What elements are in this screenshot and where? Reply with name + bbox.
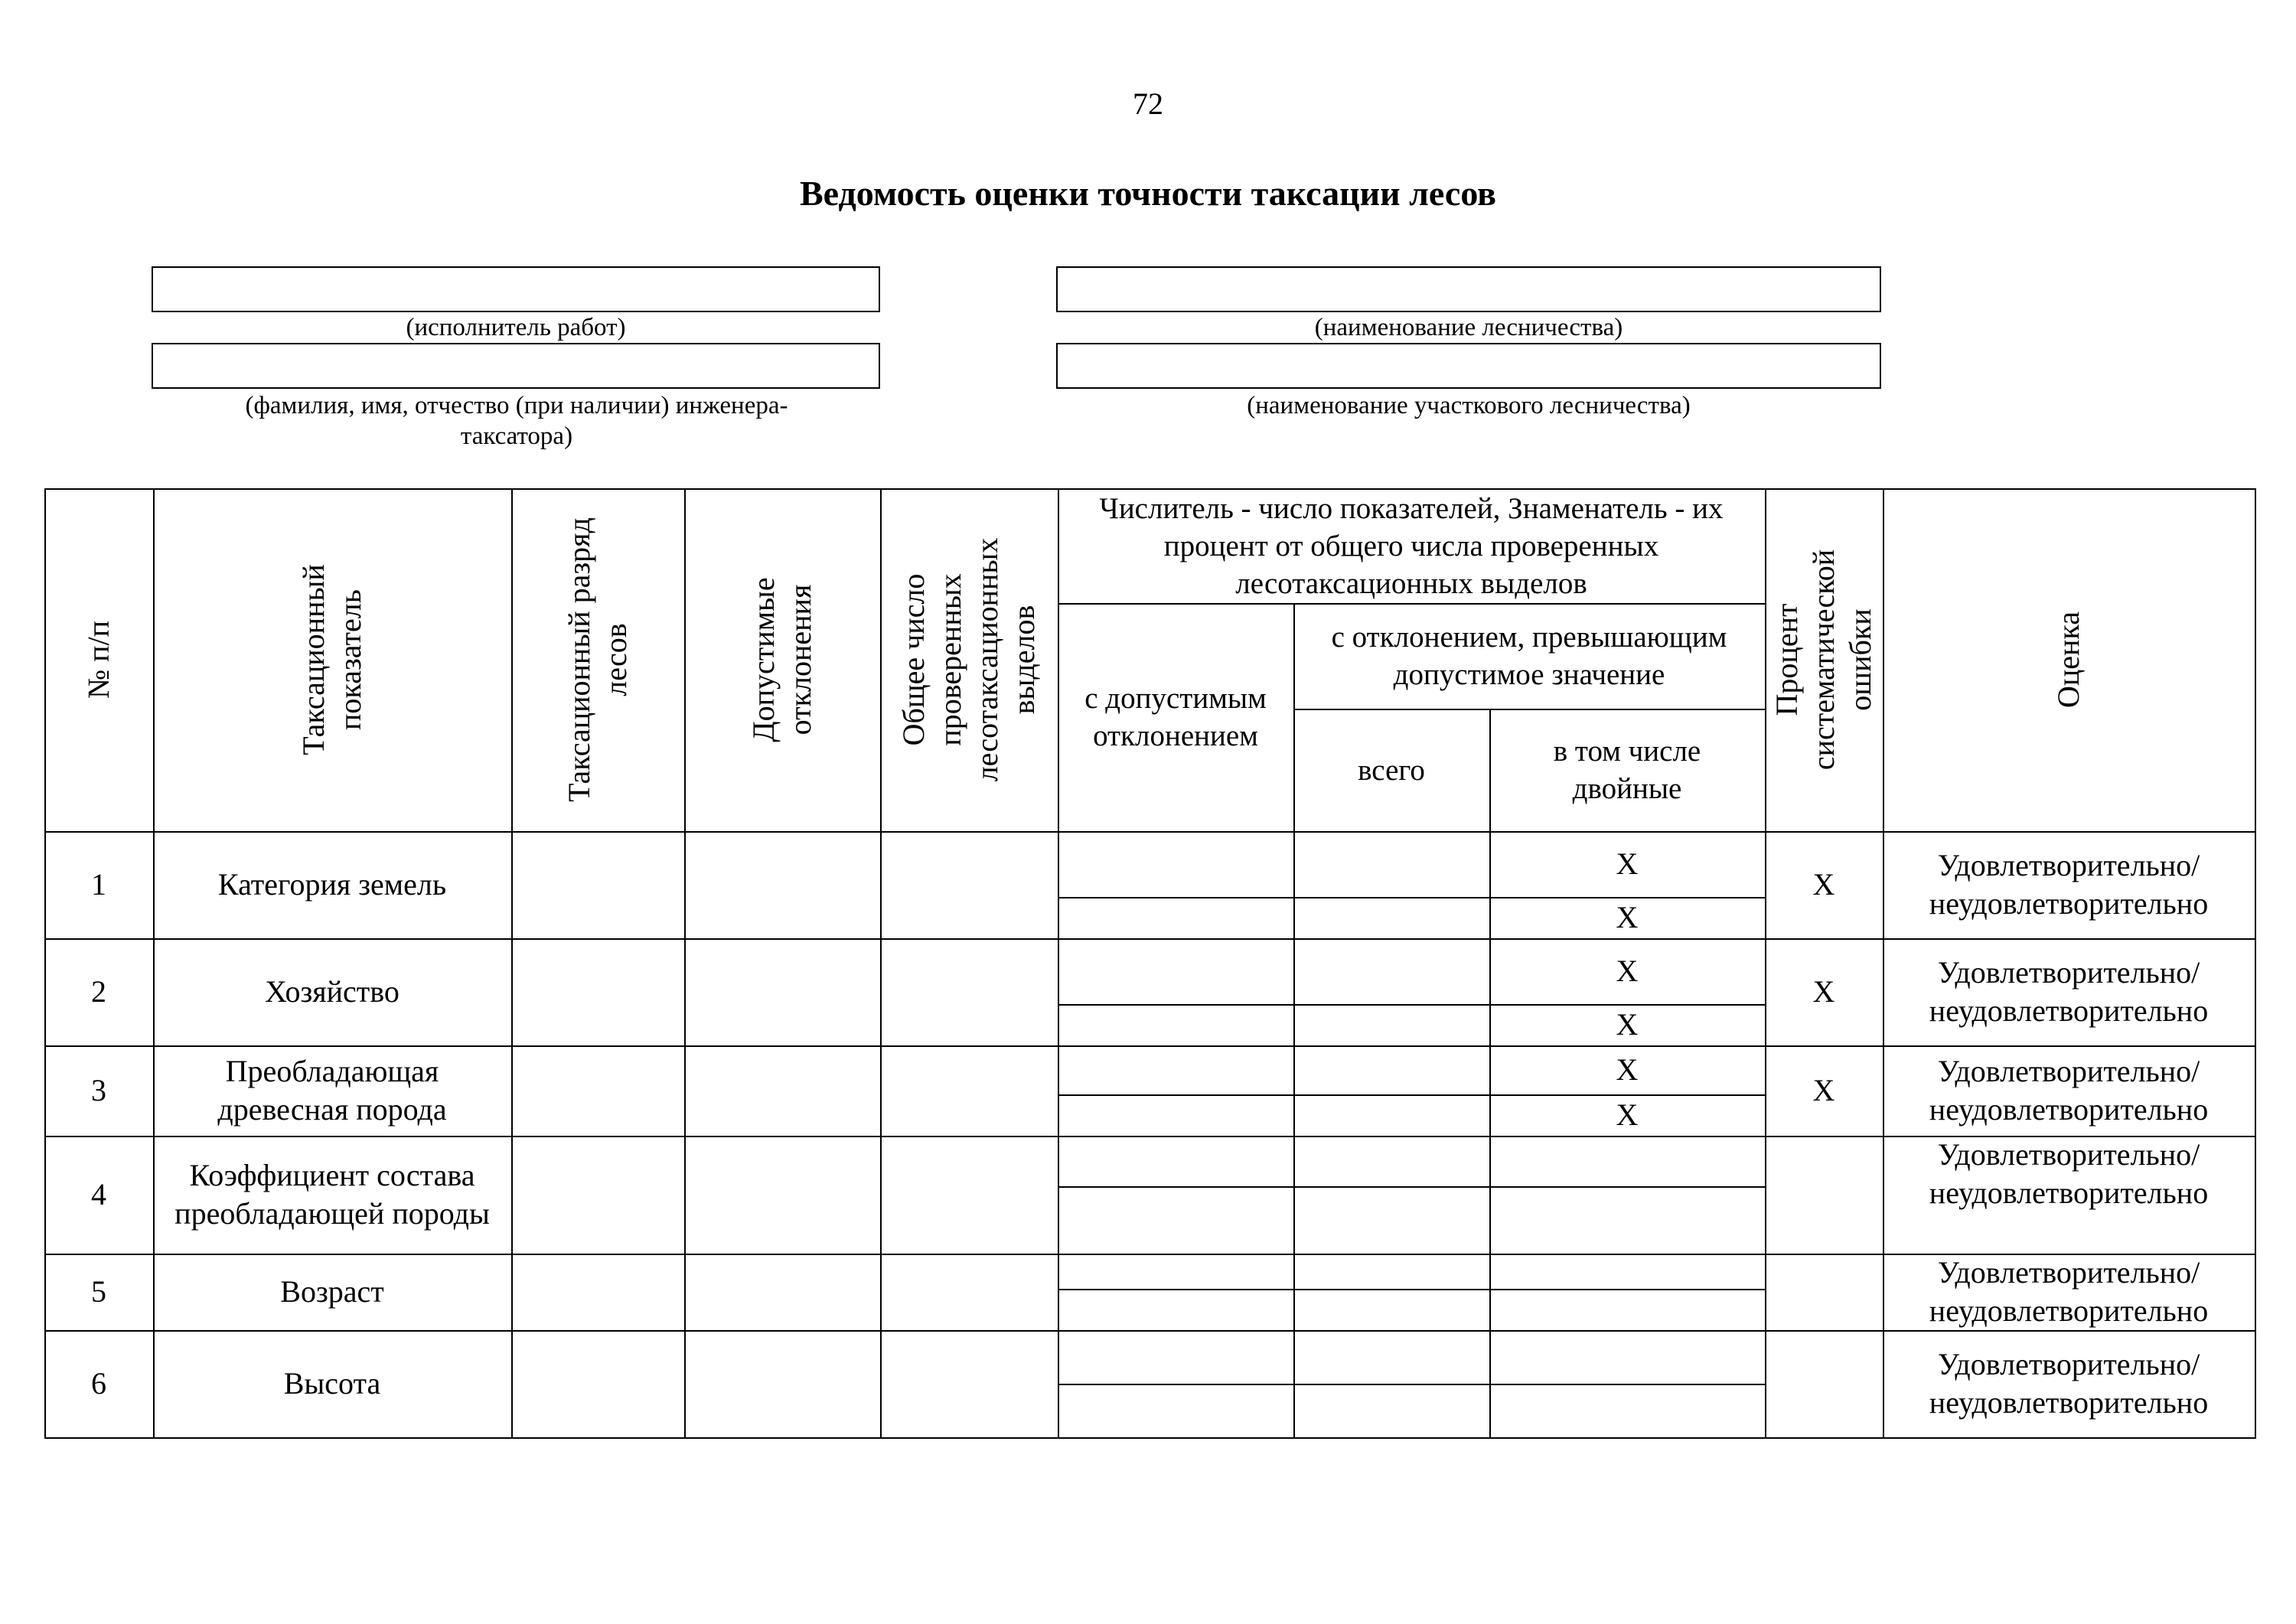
header-indicator: Таксационный показатель — [296, 564, 367, 755]
row-num: 5 — [91, 1274, 106, 1309]
systematic-mark: Х — [1812, 1073, 1835, 1107]
row-indicator: Возраст — [280, 1274, 384, 1309]
forestry-input[interactable] — [1056, 266, 1881, 312]
header-systematic: Процент систематической ошибки — [1769, 549, 1877, 771]
row-num: 4 — [91, 1177, 106, 1211]
document-title: Ведомость оценки точности таксации лесов — [799, 174, 1497, 213]
row-num: 6 — [91, 1366, 106, 1401]
header-tolerance: Допустимые отклонения — [746, 577, 817, 742]
double-mark: Х — [1616, 1052, 1639, 1087]
double-mark: Х — [1616, 846, 1639, 881]
rating-cell: Удовлетворительно/ неудовлетворительно — [1929, 848, 2209, 921]
row-num: 1 — [91, 867, 106, 902]
row-indicator: Хозяйство — [265, 974, 400, 1009]
systematic-mark: Х — [1812, 867, 1835, 902]
rating-cell: Удовлетворительно/ неудовлетворительно — [1929, 1347, 2209, 1420]
row-num: 3 — [91, 1073, 106, 1107]
header-num: № п/п — [81, 620, 116, 699]
district-caption: (наименование участкового лесничества) — [1247, 392, 1691, 419]
header-total-checked: Общее число проверенных лесотаксационных выделов — [896, 537, 1041, 782]
engineer-caption: (фамилия, имя, отчество (при наличии) инженера-таксатора) — [245, 392, 788, 450]
district-forestry-input[interactable] — [1056, 343, 1881, 389]
engineer-name-input[interactable] — [152, 343, 880, 389]
rating-cell: Удовлетворительно/ неудовлетворительно — [1929, 955, 2209, 1028]
header-rating: Оценка — [2050, 611, 2086, 709]
accuracy-table — [44, 488, 2256, 1439]
row-indicator: Коэффициент состава преобладающей породы — [174, 1158, 490, 1231]
row-num: 2 — [91, 974, 106, 1009]
double-mark: Х — [1616, 954, 1639, 988]
contractor-input[interactable] — [152, 266, 880, 312]
header-double: в том числе двойные — [1553, 735, 1701, 805]
double-mark: Х — [1616, 1097, 1639, 1132]
row-indicator: Категория земель — [217, 867, 447, 902]
header-all: всего — [1358, 753, 1425, 787]
row-indicator: Преобладающая древесная порода — [217, 1054, 447, 1127]
double-mark: Х — [1616, 1007, 1639, 1042]
systematic-mark: Х — [1812, 974, 1835, 1009]
rating-cell: Удовлетворительно/ неудовлетворительно — [1929, 1137, 2209, 1210]
rating-cell: Удовлетворительно/ неудовлетворительно — [1929, 1255, 2209, 1328]
header-exceeding: с отклонением, превышающим допустимое значение — [1331, 621, 1727, 691]
header-group: Числитель - число показателей, Знаменатель - их процент от общего числа проверенных лесотаксационных выделов — [1099, 491, 1724, 600]
page-number: 72 — [1133, 86, 1163, 121]
rating-cell: Удовлетворительно/ неудовлетворительно — [1929, 1054, 2209, 1127]
double-mark: Х — [1616, 900, 1639, 934]
header-grade: Таксационный разряд лесов — [562, 517, 633, 802]
row-indicator: Высота — [283, 1366, 381, 1401]
header-with-tolerance: с допустимым отклонением — [1084, 682, 1267, 752]
contractor-caption: (исполнитель работ) — [406, 314, 626, 341]
forestry-caption: (наименование лесничества) — [1314, 314, 1623, 341]
